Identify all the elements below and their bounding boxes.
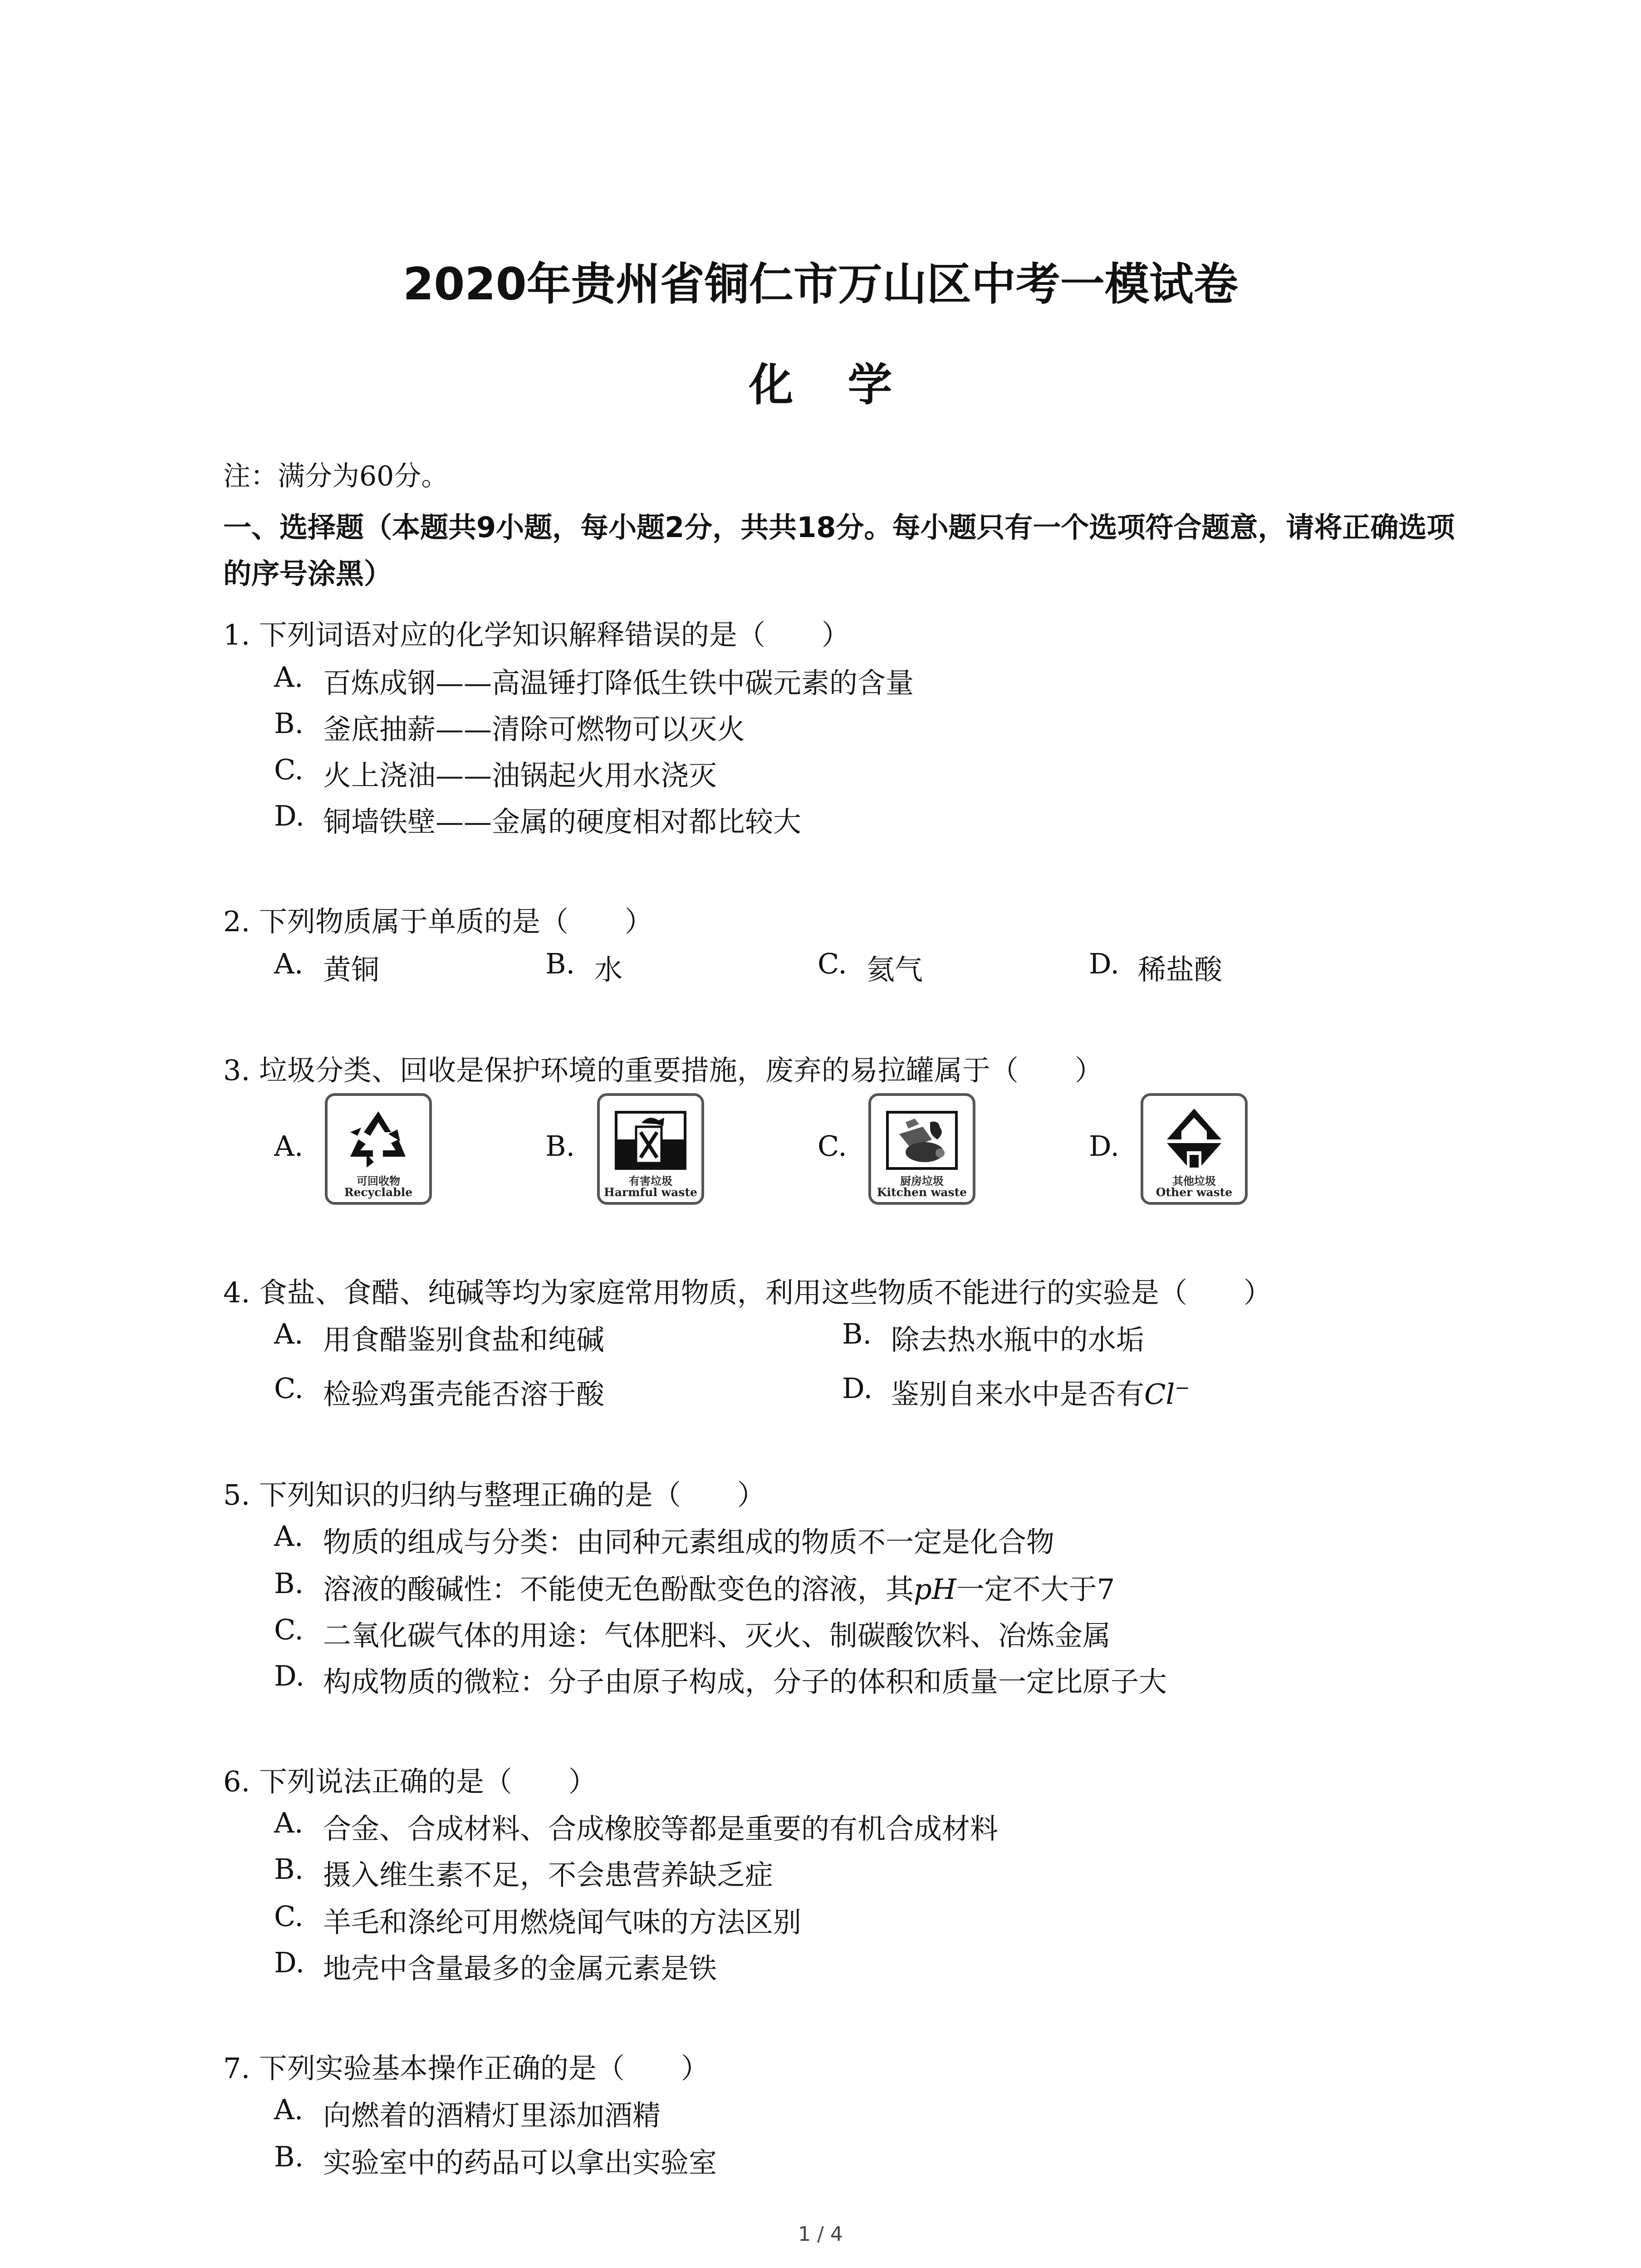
q5-option-c-letter[interactable]: C. — [274, 1613, 304, 1646]
recycle-caption-en: Recyclable — [344, 1186, 413, 1199]
other-waste-icon[interactable] — [1141, 1093, 1248, 1205]
q2-option-b-letter[interactable]: B. — [545, 947, 575, 980]
q6-option-b-text: 摄入维生素不足，不会患营养缺乏症 — [323, 1858, 774, 1892]
q4-option-c-letter[interactable]: C. — [274, 1372, 304, 1405]
chloride-formula: Cl — [1144, 1378, 1175, 1411]
section-heading: 一、选择题（本题共9小题，每小题2分，共共18分。每小题只有一个选项符合题意，请将正确选项的序号涂黑） — [223, 511, 1455, 590]
q3-option-d-letter[interactable]: D. — [1089, 1129, 1120, 1163]
q5-option-d-text: 构成物质的微粒：分子由原子构成，分子的体积和质量一定比原子大 — [323, 1665, 1167, 1698]
q1-option-a-text: 百炼成钢——高温锤打降低生铁中碳元素的含量 — [323, 666, 914, 699]
score-note: 注：满分为60分。 — [223, 460, 449, 492]
question-4-stem: 4. 食盐、食醋、纯碱等均为家庭常用物质，利用这些物质不能进行的实验是（ ） — [223, 1276, 1272, 1309]
q4-option-d — [891, 1372, 1190, 1412]
recycle-symbol — [338, 1104, 419, 1172]
q5-option-b-text: 溶液的酸碱性：不能使无色酚酞变色的溶液，其 — [323, 1573, 914, 1606]
exam-title: 2020年贵州省铜仁市万山区中考一模试卷 — [403, 259, 1238, 310]
page-number: 1 / 4 — [798, 2223, 843, 2246]
kitchen-waste-icon[interactable] — [868, 1093, 975, 1205]
q6-option-c-letter[interactable]: C. — [274, 1900, 304, 1933]
q1-option-c-text: 火上浇油——油锅起火用水浇灭 — [323, 759, 717, 792]
question-5-stem: 5. 下列知识的归纳与整理正确的是（ ） — [223, 1478, 765, 1511]
q4-option-c-text: 检验鸡蛋壳能否溶于酸 — [323, 1378, 605, 1411]
q7-option-b-text: 实验室中的药品可以拿出实验室 — [323, 2146, 717, 2179]
harmful-caption-en: Harmful waste — [604, 1186, 697, 1199]
q4-option-a-text: 用食醋鉴别食盐和纯碱 — [323, 1323, 605, 1356]
q7-option-a-letter[interactable]: A. — [274, 2093, 304, 2126]
other-caption-cn: 其他垃圾 — [1172, 1174, 1216, 1188]
q2-option-a-letter[interactable]: A. — [274, 947, 304, 980]
chloride-charge: − — [1175, 1378, 1190, 1398]
q5-option-a-text: 物质的组成与分类：由同种元素组成的物质不一定是化合物 — [323, 1525, 1055, 1559]
other-caption-en: Other waste — [1156, 1186, 1233, 1199]
q1-option-c-letter[interactable]: C. — [274, 753, 304, 786]
q4-option-b-text: 除去热水瓶中的水垢 — [891, 1323, 1145, 1356]
harmful-caption-cn: 有害垃圾 — [629, 1174, 672, 1188]
q5-option-b-letter[interactable]: B. — [274, 1567, 304, 1600]
q6-option-c-text: 羊毛和涤纶可用燃烧闻气味的方法区别 — [323, 1906, 802, 1939]
harmful-waste-icon[interactable] — [597, 1093, 704, 1205]
q4-option-d-letter[interactable]: D. — [842, 1372, 873, 1405]
q5-option-b-text-after: 一定不大于7 — [956, 1573, 1115, 1606]
q2-option-d-letter[interactable]: D. — [1089, 947, 1120, 980]
q1-option-d-text: 铜墙铁壁——金属的硬度相对都比较大 — [323, 805, 802, 838]
q2-option-c-text: 氦气 — [867, 953, 923, 986]
q7-option-b-letter[interactable]: B. — [274, 2140, 304, 2173]
question-1-stem: 1. 下列词语对应的化学知识解释错误的是（ ） — [223, 618, 850, 651]
q6-option-d-text: 地壳中含量最多的金属元素是铁 — [323, 1952, 717, 1985]
other-symbol — [1153, 1104, 1235, 1172]
q1-option-a-letter[interactable]: A. — [274, 660, 304, 694]
question-2-stem: 2. 下列物质属于单质的是（ ） — [223, 905, 653, 938]
q1-option-d-letter[interactable]: D. — [274, 799, 305, 832]
question-6-stem: 6. 下列说法正确的是（ ） — [223, 1765, 597, 1798]
q5-option-d-letter[interactable]: D. — [274, 1659, 305, 1692]
q6-option-b-letter[interactable]: B. — [274, 1853, 304, 1886]
q2-option-c-letter[interactable]: C. — [818, 947, 847, 980]
kitchen-caption-cn: 厨房垃圾 — [900, 1174, 944, 1188]
q4-option-b-letter[interactable]: B. — [842, 1317, 872, 1350]
q2-option-d-text: 稀盐酸 — [1138, 953, 1223, 986]
kitchen-symbol — [881, 1104, 963, 1172]
q3-option-a-letter[interactable]: A. — [274, 1129, 304, 1163]
q5-option-b — [323, 1567, 1115, 1607]
subject-title: 化学 — [749, 359, 947, 411]
q7-option-a-text: 向燃着的酒精灯里添加酒精 — [323, 2099, 661, 2132]
q1-option-b-letter[interactable]: B. — [274, 707, 304, 740]
question-7-stem: 7. 下列实验基本操作正确的是（ ） — [223, 2052, 709, 2085]
q5-option-a-letter[interactable]: A. — [274, 1520, 304, 1553]
q3-option-c-letter[interactable]: C. — [818, 1129, 847, 1163]
q3-option-b-letter[interactable]: B. — [545, 1129, 575, 1163]
harmful-symbol — [610, 1104, 691, 1172]
q6-option-d-letter[interactable]: D. — [274, 1946, 305, 1979]
q6-option-a-letter[interactable]: A. — [274, 1806, 304, 1839]
question-3-stem: 3. 垃圾分类、回收是保护环境的重要措施，废弃的易拉罐属于（ ） — [223, 1054, 1103, 1087]
q5-option-c-text: 二氧化碳气体的用途：气体肥料、灭火、制碳酸饮料、冶炼金属 — [323, 1619, 1111, 1652]
kitchen-caption-en: Kitchen waste — [877, 1186, 967, 1199]
q1-option-b-text: 釜底抽薪——清除可燃物可以灭火 — [323, 713, 745, 746]
q6-option-a-text: 合金、合成材料、合成橡胶等都是重要的有机合成材料 — [323, 1812, 999, 1845]
q4-option-a-letter[interactable]: A. — [274, 1317, 304, 1350]
recycle-icon[interactable] — [325, 1093, 432, 1205]
ph-formula: pH — [914, 1573, 956, 1606]
recycle-caption-cn: 可回收物 — [357, 1174, 400, 1188]
q2-option-a-text: 黄铜 — [323, 953, 380, 986]
q4-option-d-text: 鉴别自来水中是否有 — [891, 1378, 1145, 1411]
q2-option-b-text: 水 — [594, 953, 623, 986]
